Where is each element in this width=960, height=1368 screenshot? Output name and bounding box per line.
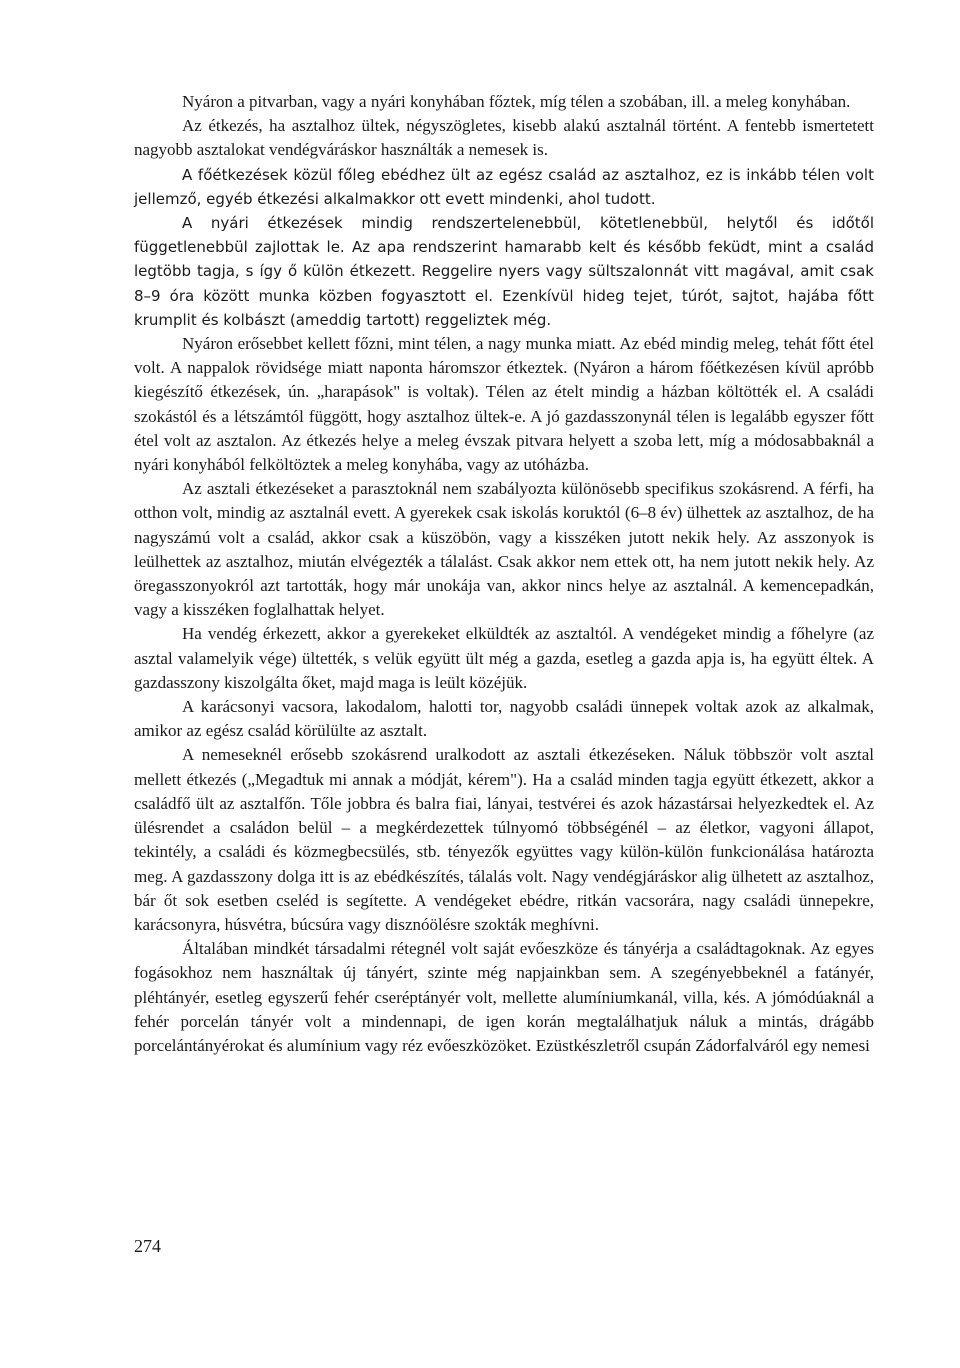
- paragraph: A főétkezések közül főleg ebédhez ült az egész család az asztalhoz, ez is inkább télen volt jellemző, egyéb étkezési alkalmakkor ott evett mindenki, ahol tudott.: [134, 165, 874, 208]
- paragraph: Az asztali étkezéseket a parasztoknál nem szabályozta különösebb specifikus szokásrend. A férfi, ha otthon volt, mindig az asztalnál evett. A gyerekek csak iskolás koruktól (6–8 év) ülhettek az asztalhoz, de ha nagyszámú volt a család, akkor csak a küszöbön, vagy a kisszéken jutott nekik hely. Az asszonyok is leülhettek az asztalhoz, miután elvégezték a tálalást. Csak akkor nem ettek ott, ha nem jutott nekik hely. Az öregasszonyokról azt tartották, hogy már unokája van, akkor nincs helye az asztalnál. A kemencepadkán, vagy a kisszéken foglalhattak helyet.: [134, 479, 874, 620]
- paragraph: Az étkezés, ha asztalhoz ültek, négyszögletes, kisebb alakú asztalnál történt. A fentebb ismertetett nagyobb asztalokat vendégváráskor használták a nemesek is.: [134, 116, 874, 160]
- page-number: 274: [134, 1236, 161, 1256]
- paragraph: Nyáron a pitvarban, vagy a nyári konyhában főztek, míg télen a szobában, ill. a meleg konyhában.: [182, 92, 851, 111]
- paragraph: A karácsonyi vacsora, lakodalom, halotti tor, nagyobb családi ünnepek voltak azok az alkalmak, amikor az egész család körülülte az asztalt.: [134, 697, 874, 741]
- body-text: [134, 90, 874, 1058]
- paragraph: Általában mindkét társadalmi rétegnél volt saját evőeszköze és tányérja a családtagoknak. Az egyes fogásokhoz nem használtak új tányért, szinte még napjainkban sem. A szegényebbeknél a fatányér, pléhtányér, esetleg egyszerű fehér cseréptányér volt, mellette alumíniumkanál, villa, kés. A jómódúaknál a fehér porcelán tányér volt a mindennapi, de igen korán megtalálhatjuk náluk a mintás, drágább porcelántányérokat és alumínium vagy réz evőeszközöket. Ezüstkészletről csupán Zádorfalváról egy nemesi: [134, 939, 874, 1055]
- paragraph: Nyáron erősebbet kellett főzni, mint télen, a nagy munka miatt. Az ebéd mindig meleg, tehát főtt étel volt. A nappalok rövidsége miatt naponta háromszor étkeztek. (Nyáron a három főétkezésen kívül apróbb kiegészítő étkezések, ún. „harapások" is voltak). Télen az ételt mindig a házban költötték el. A családi szokástól és a létszámtól függött, hogy asztalhoz ültek-e. A jó gazdasszonynál télen is legalább egyszer főtt étel volt az asztalon. Az étkezés helye a meleg évszak pitvara helyett a szoba lett, míg a módosabbaknál a nyári konyhából felköltöztek a meleg konyhába, vagy az utóházba.: [134, 334, 874, 475]
- paragraph: Ha vendég érkezett, akkor a gyerekeket elküldték az asztaltól. A vendégeket mindig a főhelyre (az asztal valamelyik vége) ültették, s velük együtt ült még a gazda, esetleg a gazda apja is, ha együtt éltek. A gazdasszony kiszolgálta őket, majd maga is leült közéjük.: [134, 624, 874, 692]
- paragraph: A nemeseknél erősebb szokásrend uralkodott az asztali étkezéseken. Náluk többször volt asztal mellett étkezés („Megadtuk mi annak a módját, kérem"). Ha a család minden tagja együtt étkezett, akkor a családfő ült az asztalfőn. Tőle jobbra és balra fiai, lányai, testvérei és azok házastársai helyezkedtek el. Az ülésrendet a családon belül – a megkérdezettek túlnyomó többségénél – az életkor, vagyoni állapot, tekintély, a családi és közmegbecsülés, stb. tényezők együttes vagy külön-külön funkcionálása határozta meg. A gazdasszony dolga itt is az ebédkészítés, tálalás volt. Nagy vendégjáráskor alig ülhetett az asztalhoz, bár őt sok esetben cseléd is segítette. A vendégeket ebédre, ritkán vacsorára, nagy családi ünnepekre, karácsonyra, húsvétra, búcsúra vagy disznóölésre szokták meghívni.: [134, 745, 874, 934]
- paragraph: A nyári étkezések mindig rendszertelenebbül, kötetlenebbül, helytől és időtől függetlenebbül zajlottak le. Az apa rendszerint hamarabb kelt és később feküdt, mint a család legtöbb tagja, s így ő külön étkezett. Reggelire nyers vagy sültszalonnát vitt magával, amit csak 8–9 óra között munka közben fogyasztott el. Ezenkívül hideg tejet, túrót, sajtot, hajába főtt krumplit és kolbászt (ameddig tartott) reggeliztek még.: [134, 214, 874, 329]
